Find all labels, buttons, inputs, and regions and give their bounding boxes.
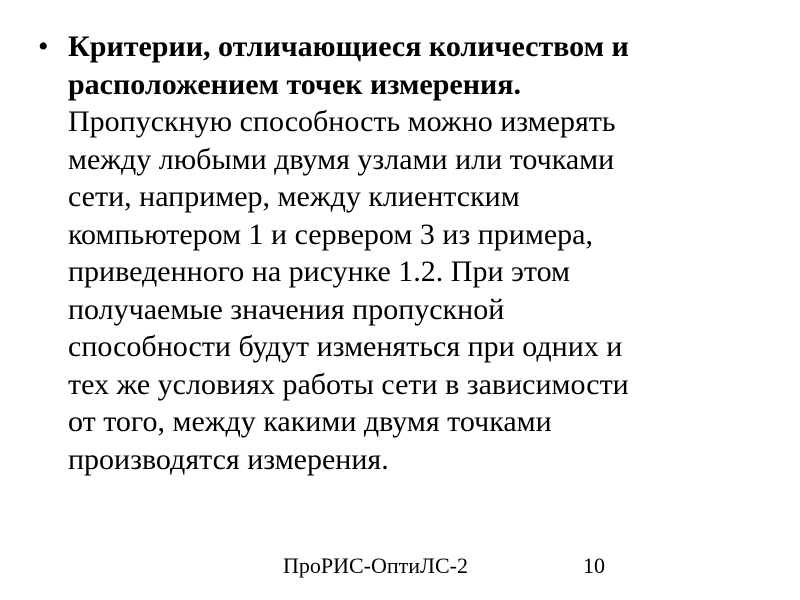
bullet-body: Пропускную способность можно измерять между любыми двумя узлами или точками сети, например, между клиентским компьютером 1 и сервером 3 из примера, приведенного на рисунке 1.2. При этом получаемые значения пропускной способности будут изменяться при одних и тех же условиях работы сети в зависимости от того, между какими двумя точками производятся измерения. (68, 105, 629, 476)
bullet-item (38, 28, 758, 478)
bullet-icon: • (38, 30, 49, 63)
page-number: 10 (583, 553, 605, 578)
footer-label: ПроРИС-ОптиЛС-2 (283, 553, 468, 578)
bullet-heading: Критерии, отличающиеся количеством и расположением точек измерения. (68, 30, 629, 101)
bullet-text (68, 28, 758, 478)
